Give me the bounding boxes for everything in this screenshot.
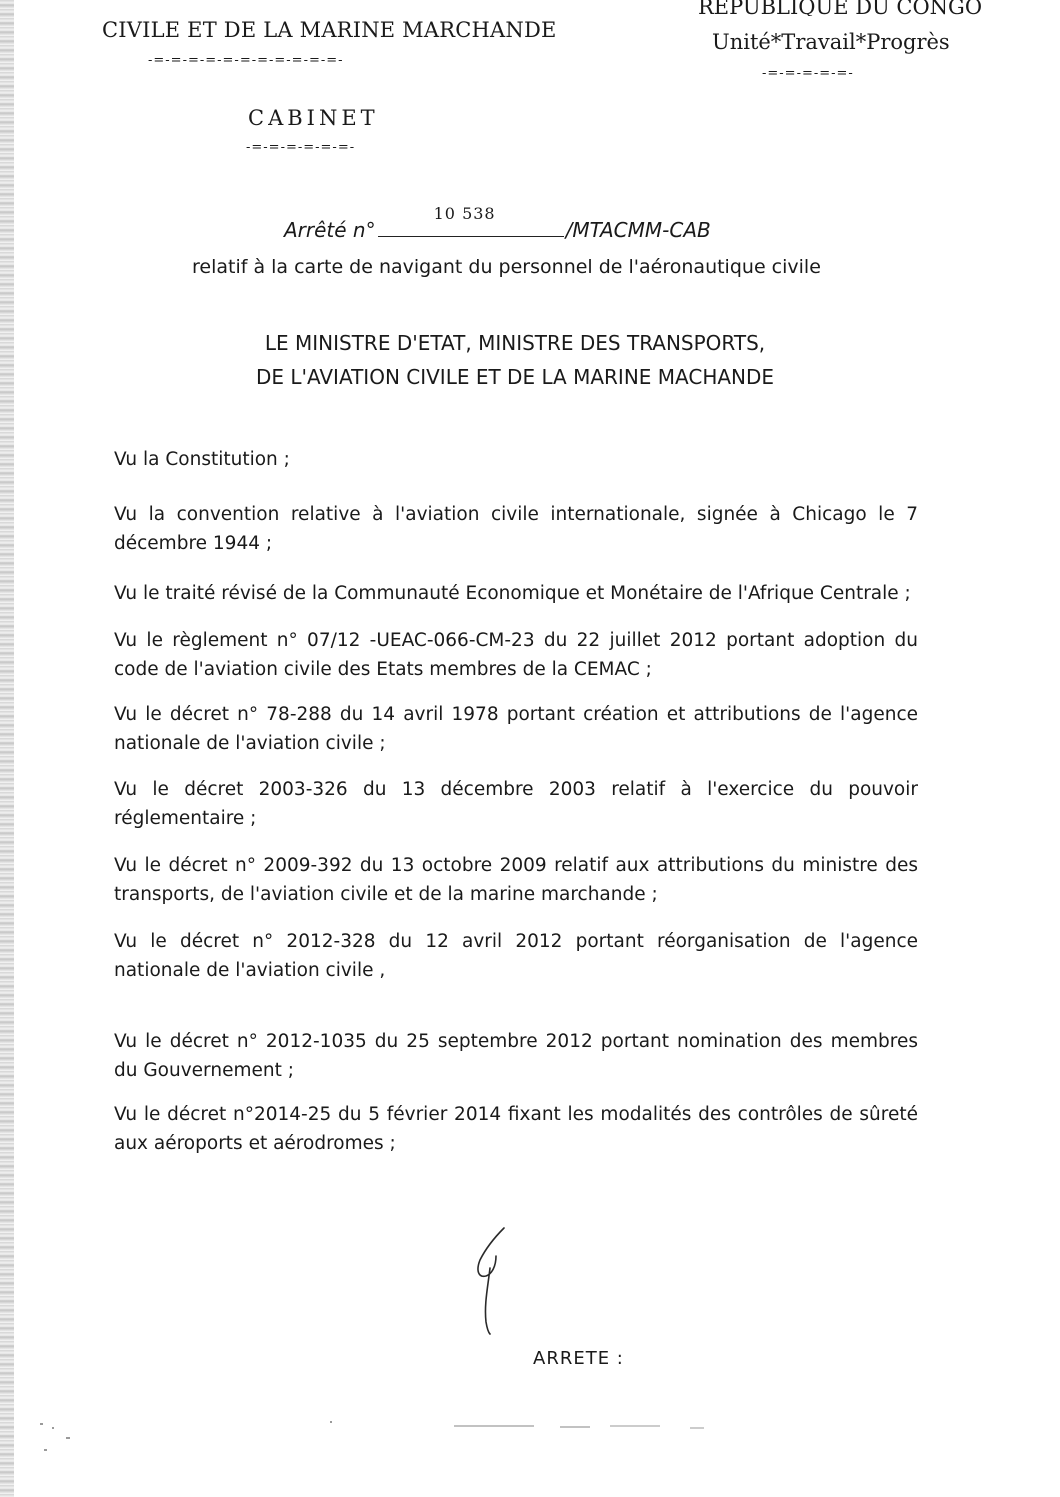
decree-prefix: Arrêté n° (284, 218, 376, 242)
consideration-item: Vu le traité révisé de la Communauté Economique et Monétaire de l'Afrique Centrale ; (114, 583, 911, 604)
consideration-item: Vu la convention relative à l'aviation civile internationale, signée à Chicago le 7 décembre 1944 ; (114, 504, 918, 554)
republic-header: REPUBLIQUE DU CONGO (698, 0, 983, 16)
considerations-list (114, 445, 918, 1158)
decree-number: 10 538 (433, 204, 496, 223)
consideration-item: Vu le décret n° 78-288 du 14 avril 1978 portant création et attributions de l'agence nationale de l'aviation civile ; (114, 704, 918, 754)
consideration-item: Vu le règlement n° 07/12 -UEAC-066-CM-23 du 22 juillet 2012 portant adoption du code de l'aviation civile des Etats membres de la CEMAC ; (114, 630, 918, 680)
cabinet-heading: CABINET (248, 106, 379, 130)
consideration-item: Vu le décret n°2014-25 du 5 février 2014 fixant les modalités des contrôles de sûreté aux aéroports et aérodromes ; (114, 1104, 918, 1154)
ministry-header-separator: -=-=-=-=-=-=-=-=-=-=-=- (148, 53, 344, 68)
decree-number-field (378, 204, 564, 237)
ministry-header: CIVILE ET DE LA MARINE MARCHANDE (102, 18, 557, 42)
minister-title-line-2: DE L'AVIATION CIVILE ET DE LA MARINE MACHANDE (255, 365, 775, 389)
closing-arrete: ARRETE : (533, 1348, 624, 1369)
consideration-item: Vu la Constitution ; (114, 449, 290, 470)
consideration-item: Vu le décret 2003-326 du 13 décembre 2003 relatif à l'exercice du pouvoir réglementaire ; (114, 779, 918, 829)
minister-title (200, 326, 830, 394)
decree-number-line (284, 204, 711, 242)
decree-suffix: /MTACMM-CAB (565, 218, 711, 242)
decree-subject: relatif à la carte de navigant du personnel de l'aéronautique civile (192, 256, 821, 278)
consideration-item: Vu le décret n° 2009-392 du 13 octobre 2009 relatif aux attributions du ministre des transports, de l'aviation civile et de la marine marchande ; (114, 855, 918, 905)
consideration-item: Vu le décret n° 2012-1035 du 25 septembre 2012 portant nomination des membres du Gouvernement ; (114, 1031, 918, 1081)
republic-separator: -=-=-=-=-=- (762, 66, 854, 81)
consideration-item: Vu le décret n° 2012-328 du 12 avril 2012 portant réorganisation de l'agence nationale de l'aviation civile , (114, 931, 918, 981)
republic-motto: Unité*Travail*Progrès (712, 30, 950, 54)
scan-noise-artifact (0, 1415, 1060, 1475)
scan-edge-artifact (0, 0, 14, 1497)
minister-title-line-1: LE MINISTRE D'ETAT, MINISTRE DES TRANSPORTS, (264, 331, 766, 355)
handwritten-initial (466, 1226, 526, 1336)
cabinet-separator: -=-=-=-=-=-=- (246, 140, 356, 155)
